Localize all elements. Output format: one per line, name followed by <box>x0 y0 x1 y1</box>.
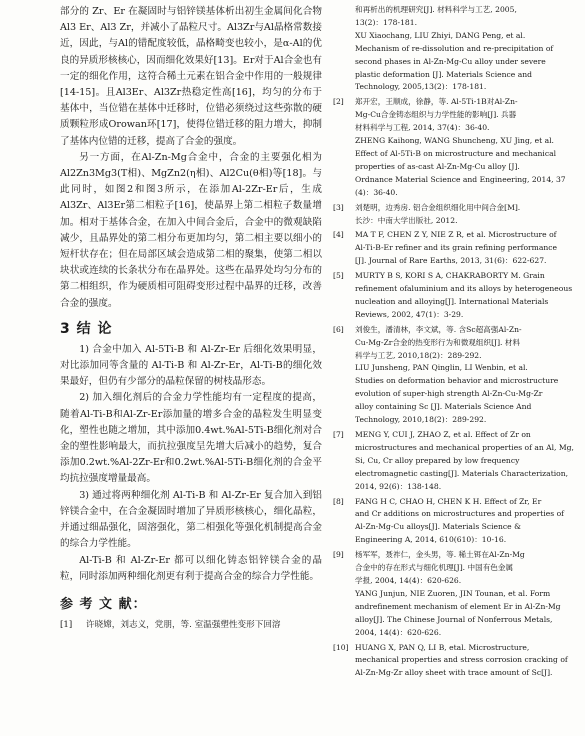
reference-line: Al-Zn-Mg-Cu alloys[J]. Materials Science & <box>355 522 521 532</box>
reference-line: alloy[J]. The Chinese Journal of Nonferrous Metals, <box>355 614 553 624</box>
reference-line: Technology, 2005,13(2)：178-181. <box>355 82 487 92</box>
reference-line: Si, Cu, Cr alloy prepared by low frequency <box>355 455 520 465</box>
reference-line: second phases in Al-Zn-Mg-Cu alloy under severe <box>355 56 546 66</box>
reference-line: Reviews, 2002, 47(1)：3-29. <box>355 309 464 319</box>
reference-line: Al-Zn-Mg-Zr alloy sheet with trace amount of Sc[J]. <box>355 668 553 678</box>
reference-number: [2] <box>333 97 344 107</box>
reference-line: Technology, 2010,18(2)：289-292. <box>355 415 487 425</box>
reference-number: [7] <box>333 430 344 439</box>
reference-line: Al-Ti-B-Er refiner and its grain refining performance <box>355 243 558 253</box>
reference-item <box>333 202 577 228</box>
conclusion-paragraph: 2) 加入细化剂后的合金力学性能均有一定程度的提高，随着Al-Ti-B和Al-Zr-Er添加量的增多合金的晶粒发生明显变化，塑性也随之增加，其中添加0.4wt.%Al-5Ti-B细化剂对合金的塑性影响最大，而抗拉强度呈先增大后减小的趋势，复合添加0.2wt.%Al-2Zr-Er和0.2wt.%Al-5Ti-B细化剂的合金平均抗拉强度增量最高。 <box>60 392 322 485</box>
reference-line: alloy containing Sc [J]. Materials Science And <box>355 402 532 412</box>
reference-line: MENG Y, CUI J, ZHAO Z, et al. Effect of Zr on <box>355 430 531 439</box>
reference-line: Studies on deformation behavior and microstructure <box>355 376 559 386</box>
reference-number: [8] <box>333 496 344 506</box>
reference-line: 和再析出的机理研究[J]. 材料科学与工艺, 2005, <box>355 5 517 14</box>
reference-line: Cu-Mg-Zr合金的热变形行为和微观组织[J]. 材料 <box>355 337 521 347</box>
reference-line: nucleation and alloying[J]. International Materials <box>355 296 549 306</box>
reference-item <box>333 549 577 639</box>
reference-line: electromagnetic casting[J]. Materials Characterization, <box>355 468 569 478</box>
references-heading: 参 考 文 献： <box>60 596 147 612</box>
section-heading-conclusion: 3 结 论 <box>60 320 113 337</box>
reference-number: [1] <box>60 619 73 630</box>
reference-text: 许晓嫦，刘志义，党朋，等. 室温强塑性变形下回溶 <box>86 619 281 630</box>
reference-line: [J]. Journal of Rare Earths, 2013, 31(6)：622-627. <box>355 256 547 266</box>
reference-line: Engineering A, 2014, 610(610)：10-16. <box>355 535 507 545</box>
body-paragraph: 另一方面，在Al-Zn-Mg合金中，合金的主要强化相为Al2Zn3Mg3(T相)、MgZn2(η相)、Al2Cu(θ相)等[18]。与此同时，如图2和图3所示，在添加Al-2Zr-Er后，生成Al3Zr、Al3Er第二相粒子[16]，使晶界上第二相粒子数量增加。相对于基体合金，在加入中间合金后，合金中的微观缺陷减少，且晶界处的第二相分布更加均匀，第二相主要以细小的短杆状存在；但在局部区域会造成第二相的聚集，使第二相以块状或连续的长条状分布在晶界处。这些在晶界处均匀分布的第二相组织，作为硬质相可阻碍变形过程中晶界的迁移，改善合金的强度。 <box>60 151 322 309</box>
reference-number: [6] <box>333 324 344 334</box>
reference-item <box>333 270 577 322</box>
reference-line: mechanical properties and stress corrosion cracking of <box>355 655 568 665</box>
reference-line: Mechanism of re-dissolution and re-precipitation of <box>355 43 554 53</box>
reference-line: 杨军军，聂祚仁，金头男，等. 稀土铒在Al-Zn-Mg <box>355 550 525 560</box>
reference-number: [10] <box>333 642 349 652</box>
reference-line: 长沙：中南大学出版社, 2012. <box>355 215 458 225</box>
reference-number: [3] <box>333 202 344 212</box>
body-paragraph: 部分的 Zr、Er 在凝固时与铝锌镁基体析出初生金属间化合物 Al3 Er、Al3 Zr，并减小了晶粒尺寸。Al3Zr与Al晶格常数接近，因此，与Al的错配度较低，晶格畸变也较小，是α-Al的优良的异质形核核心，因而细化效果好[13]。Er对于Al合金也有一定的细化作用，这符合稀土元素在铝合金中作用的一般规律[14-15]。且Al3Er、Al3Zr热稳定性高[16]，均匀的分布于基体中，当位错在基体中迁移时，位错必须绕过这些弥散的硬质颗粒形成Orowan环[17]，使得位错迁移的阻力增大，抑制了基体内位错的迁移，提高了合金的强度。 <box>60 6 322 147</box>
reference-item <box>333 229 577 268</box>
reference-line: LIU Junsheng, PAN Qinglin, LI Wenbin, et al. <box>355 363 528 373</box>
reference-line: and Cr additions on microstructures and properties of <box>355 509 564 519</box>
reference-line: andrefinement mechanism of element Er in Al-Zn-Mg <box>355 601 561 611</box>
reference-line: evolution of super-high strength Al-Zn-Cu-Mg-Zr <box>355 389 543 399</box>
reference-line: Ordnance Material Science and Engineering, 2014, 37 <box>355 174 566 184</box>
reference-number: [5] <box>333 271 344 281</box>
reference-line: XU Xiaochang, LIU Zhiyi, DANG Peng, et al. <box>355 30 526 40</box>
conclusion-paragraph: Al-Ti-B 和 Al-Zr-Er 都可以细化铸态铝锌镁合金的晶粒，同时添加两种细化剂更有利于提高合金的综合力学性能。 <box>60 554 322 582</box>
reference-line: 刘楚明，边秀房. 铝合金组织细化用中间合金[M]. <box>355 202 521 212</box>
reference-line: microstructures and mechanical properties of an Al, Mg, <box>355 442 574 452</box>
reference-line: FANG H C, CHAO H, CHEN K H. Effect of Zr, Er <box>355 496 542 506</box>
reference-line: (4)：36-40. <box>355 187 398 197</box>
reference-item <box>333 642 577 681</box>
reference-line: 刘俊生，潘清林，李文斌，等. 含Sc超高强Al-Zn- <box>355 324 522 334</box>
reference-item <box>333 429 577 494</box>
reference-line: ZHENG Kaihong, WANG Shuncheng, XU Jing, et al. <box>355 136 554 146</box>
reference-item <box>333 496 577 548</box>
reference-line: 材料科学与工程, 2014, 37(4)：36-40. <box>355 123 490 133</box>
reference-line: MURTY B S, KORI S A, CHAKRABORTY M. Grain <box>355 271 545 281</box>
reference-line: 合金中的存在形式与细化机理[J]. 中国有色金属 <box>355 563 514 573</box>
reference-item <box>333 96 577 199</box>
reference-line: 科学与工艺, 2010,18(2)：289-292. <box>355 350 482 360</box>
reference-line: 2014, 92(6)：138-148. <box>355 481 442 491</box>
reference-line: 2004, 14(4)：620-626. <box>355 627 442 637</box>
reference-line: properties of as-cast Al-Zn-Mg-Cu alloy [J]. <box>355 161 520 171</box>
reference-line: Mg-Cu合金铸态组织与力学性能的影响[J]. 兵器 <box>355 110 517 120</box>
reference-number: [9] <box>333 550 344 560</box>
reference-line: YANG Junjun, NIE Zuoren, JIN Tounan, et al. Form <box>355 588 551 598</box>
reference-item <box>333 324 577 427</box>
reference-line: refinement ofaluminium and its alloys by heterogeneous <box>355 284 573 294</box>
reference-number: [4] <box>333 230 344 240</box>
conclusion-paragraph: 1) 合金中加入 Al-5Ti-B 和 Al-Zr-Er 后细化效果明显，对比添加同等含量的 Al-Ti-B 和 Al-Zr-Er，Al-Ti-B的细化效果最好，但仍有少部分的晶粒保留的树枝晶形态。 <box>60 343 322 388</box>
reference-line: plastic deformation [J]. Materials Science and <box>355 69 532 79</box>
reference-item <box>60 618 322 632</box>
reference-line: HUANG X, PAN Q, LI B, etal. Microstructure, <box>355 642 530 652</box>
reference-line: 郑开宏，王顺成，徐静，等. Al-5Ti-1B对Al-Zn- <box>355 97 518 107</box>
reference-line: Effect of Al-5Ti-B on microstructure and mechanical <box>355 148 557 158</box>
left-column <box>60 4 322 634</box>
right-column <box>333 4 577 682</box>
conclusion-paragraph: 3) 通过将两种细化剂 Al-Ti-B 和 Al-Zr-Er 复合加入到铝锌镁合金中，在合金凝固时增加了异质形核核心，细化晶粒，并通过细晶强化，固溶强化，第二相强化等强化机制提高合金的综合力学性能。 <box>60 489 322 550</box>
reference-line: 13(2)：178-181. <box>355 17 417 27</box>
reference-item <box>333 4 577 94</box>
reference-line: MA T F, CHEN Z Y, NIE Z R, et al. Microstructure of <box>355 230 557 240</box>
reference-line: 学报, 2004, 14(4)：620-626. <box>355 575 462 585</box>
